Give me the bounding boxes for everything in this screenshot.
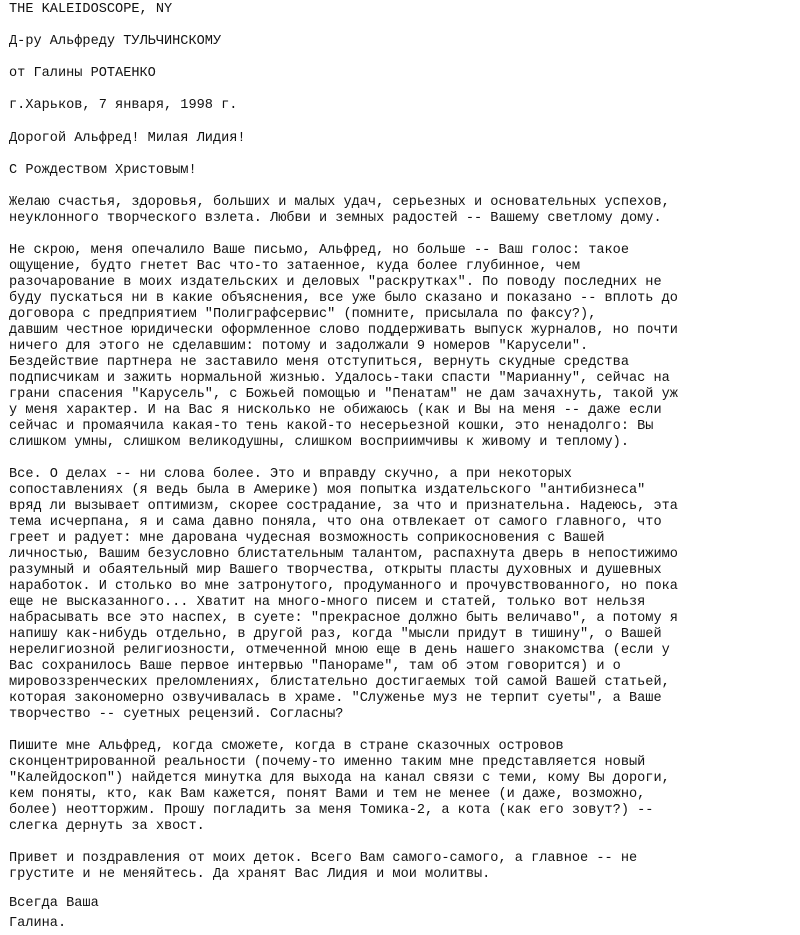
magazine-header: THE KALEIDOSCOPE, NY: [9, 2, 173, 17]
body-line: более) неотторжим. Прошу погладить за меня Томика-2, а кота (как его зовут?) --: [9, 803, 654, 818]
body-line: договора с предприятием "Полиграфсервис" (помните, присылала по факсу?),: [9, 307, 597, 322]
body-line: разумный и обаятельный мир Вашего творчества, открыты пласты духовных и душевных: [9, 563, 662, 578]
signature-line: Галина.: [9, 916, 67, 931]
body-line: давшим честное юридически оформленное слово поддерживать выпуск журналов, но почти: [9, 323, 678, 338]
body-line: сейчас и промаячила какая-то тень какой-то несерьезной кошки, это ненадолго: Вы: [9, 419, 654, 434]
greeting-line: Дорогой Альфред! Милая Лидия!: [9, 131, 246, 146]
body-line: грустите и не меняйтесь. Да хранят Вас Лидия и мои молитвы.: [9, 867, 491, 882]
body-line: еще не высказанного... Хватит на много-много писем и статей, только вот нельзя: [9, 595, 646, 610]
body-line: ощущение, будто гнетет Вас что-то затаенное, куда более глубинное, чем: [9, 259, 581, 274]
body-line: кем поняты, кто, как Вам кажется, понят Вами и тем не менее (и даже, возможно,: [9, 787, 646, 802]
body-line: греет и радует: мне дарована чудесная возможность соприкосновения с Вашей: [9, 531, 605, 546]
body-line: Все. О делах -- ни слова более. Это и вправду скучно, а при некоторых: [9, 467, 572, 482]
body-line: грани спасения "Карусель", с Божьей помощью и "Пенатам" не дам зачахнуть, такой уж: [9, 387, 678, 402]
body-line: Не скрою, меня опечалило Ваше письмо, Альфред, но больше -- Ваш голос: такое: [9, 243, 629, 258]
body-line: Бездействие партнера не заставило меня отступиться, вернуть скудные средства: [9, 355, 629, 370]
body-line: у меня характер. И на Вас я нисколько не обижаюсь (как и Вы на меня -- даже если: [9, 403, 662, 418]
body-line: которая закономерно озвучивалась в храме. "Служенье муз не терпит суеты", а Ваше: [9, 691, 662, 706]
body-line: мировоззренческих преломлениях, блистательно достигаемых той самой Вашей статьей,: [9, 675, 670, 690]
body-line: буду пускаться ни в какие объяснения, все уже было сказано и показано -- вплоть до: [9, 291, 678, 306]
body-line: творчество -- суетных рецензий. Согласны?: [9, 707, 344, 722]
body-line: сконцентрированной реальности (почему-то именно таким мне представляется новый: [9, 755, 646, 770]
body-line: разочарование в моих издательских и деловых "раскрутках". По поводу последних не: [9, 275, 662, 290]
body-line: вряд ли вызывает оптимизм, скорее сострадание, за что и признательна. Надеюсь, эта: [9, 499, 678, 514]
body-line: нерелигиозной религиозности, отмеченной мною еще в день нашего знакомства (если у: [9, 643, 670, 658]
place-date-line: г.Харьков, 7 января, 1998 г.: [9, 98, 238, 113]
recipient-line: Д-ру Альфреду ТУЛЬЧИНСКОМУ: [9, 34, 222, 49]
body-line: ничего для этого не сделавшим: потому и задолжали 9 номеров "Карусели".: [9, 339, 589, 354]
body-line: слишком умны, слишком великодушны, слишком восприимчивы к живому и теплому).: [9, 435, 629, 450]
body-line: сопоставлениях (я ведь была в Америке) моя попытка издательского "антибизнеса": [9, 483, 646, 498]
body-line: "Калейдоскоп") найдется минутка для выхода на канал связи с теми, кому Вы дороги,: [9, 771, 670, 786]
body-line: подписчикам и зажить нормальной жизнью. Удалось-таки спасти "Марианну", сейчас на: [9, 371, 670, 386]
closing-line: Всегда Ваша: [9, 896, 99, 911]
body-line: тема исчерпана, я и сама давно поняла, что она отвлекает от самого главного, что: [9, 515, 662, 530]
body-line: напишу как-нибудь отдельно, в другой раз, когда "мысли придут в тишину", о Вашей: [9, 627, 662, 642]
body-line: Желаю счастья, здоровья, больших и малых удач, серьезных и основательных успехов,: [9, 195, 670, 210]
salutation-line: С Рождеством Христовым!: [9, 163, 197, 178]
body-line: слегка дернуть за хвост.: [9, 819, 205, 834]
body-line: наработок. И столько во мне затронутого, продуманного и прочувствованного, но пока: [9, 579, 678, 594]
body-line: личностью, Вашим безусловно блистательным талантом, распахнута дверь в непостижимо: [9, 547, 678, 562]
body-line: Пишите мне Альфред, когда сможете, когда в стране сказочных островов: [9, 739, 564, 754]
body-line: набрасывать все это наспех, в суете: "прекрасное должно быть величаво", а потому я: [9, 611, 678, 626]
body-line: Привет и поздравления от моих деток. Всего Вам самого-самого, а главное -- не: [9, 851, 638, 866]
sender-line: от Галины РОТАЕНКО: [9, 66, 156, 81]
body-line: неуклонного творческого взлета. Любви и земных радостей -- Вашему светлому дому.: [9, 211, 662, 226]
body-line: Вас сохранилось Ваше первое интервью "Панораме", там об этом говорится) и о: [9, 659, 621, 674]
